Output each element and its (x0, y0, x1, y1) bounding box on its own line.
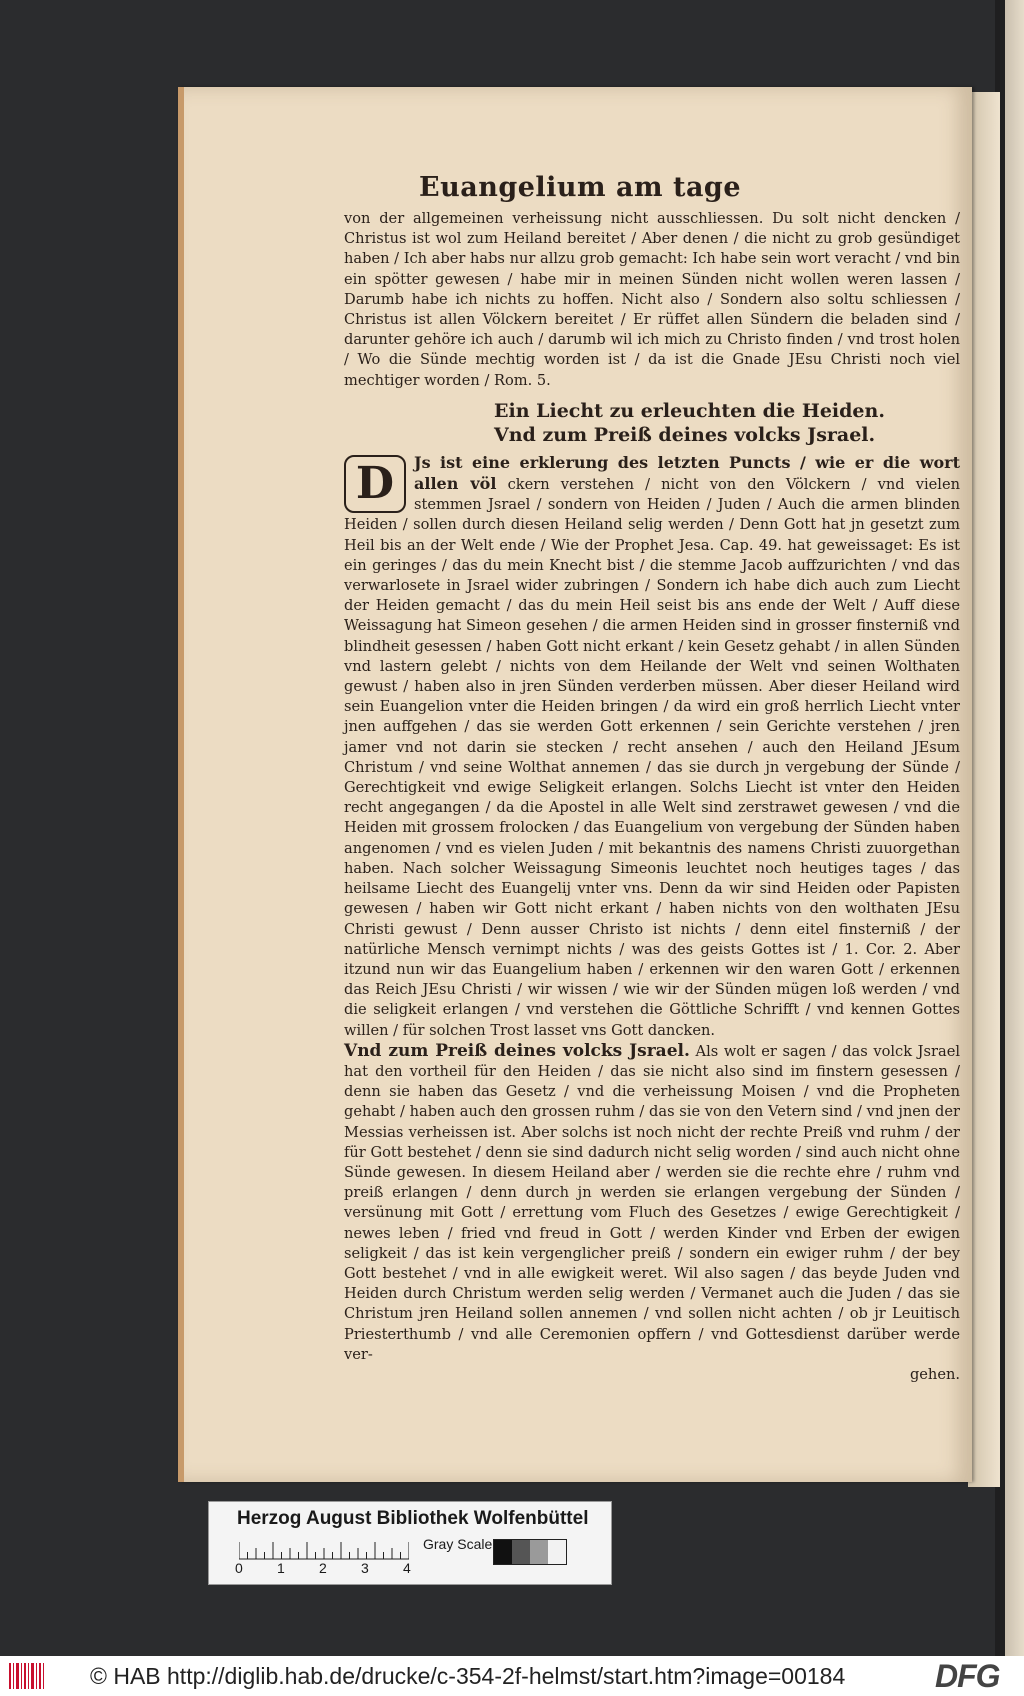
paragraph-3-heading: Vnd zum Preiß deines volcks Jsrael. (344, 1040, 690, 1061)
section-heading (494, 399, 960, 447)
section-heading-line-2: Vnd zum Preiß deines volcks Jsrael. (494, 423, 876, 446)
gray-patch (530, 1540, 548, 1564)
ruler-number: 2 (319, 1560, 327, 1576)
ruler-number: 0 (235, 1560, 243, 1576)
color-scale-card (208, 1501, 612, 1585)
ruler-number: 1 (277, 1560, 285, 1576)
paragraph-3 (344, 1041, 960, 1365)
gray-patch (494, 1540, 512, 1564)
footer-bar (0, 1656, 1024, 1696)
running-head: Euangelium am tage (419, 172, 741, 203)
facing-page-edge (968, 92, 1000, 1487)
dfg-logo: DFG (935, 1658, 1000, 1694)
page-text (344, 209, 960, 1385)
barcode-icon (8, 1661, 46, 1691)
library-name: Herzog August Bibliothek Wolfenbüttel (237, 1508, 589, 1529)
gray-scale-patches (493, 1539, 567, 1565)
ruler-numbers (235, 1560, 435, 1580)
gray-patch (512, 1540, 530, 1564)
gray-patch (548, 1540, 566, 1564)
ruler-number: 3 (361, 1560, 369, 1576)
drop-cap-initial: D (344, 455, 406, 513)
ruler-ticks (239, 1540, 409, 1560)
ruler-number: 4 (403, 1560, 411, 1576)
gray-scale-label: Gray Scale (423, 1536, 493, 1552)
paragraph-2-lead: Js ist eine erklerung des letzten Puncts / wie er die wort allen völ (414, 452, 960, 494)
section-heading-line-1: Ein Liecht zu erleuchten die Heiden. (494, 399, 885, 422)
catchword: gehen. (909, 1365, 960, 1383)
paragraph-2 (344, 453, 960, 1041)
paragraph-2-body: ckern verstehen / nicht von den Völckern / vnd vielen stemmen Jsrael / sondern von Heiden / Juden / Auch die armen blinden Heiden / sollen durch diesen Heiland selig werden / Denn Gott hat jn gesetzt zum Heil bis an der Welt ende / Wie der Prophet Jesa. Cap. 49. hat geweissaget: Es ist ein geringes / das du mein Knecht bist / die stemme Jacob auffzurichten / vnd das verwarlosete in Jsrael wider zubringen / Sondern ich habe dich auch zum Liecht der Heiden gemacht / das du mein Heil seist bis ans ende der Welt / Auff diese Weissagung hat Simeon gesehen / die armen Heiden sind in grosser finsterniß vnd blindheit gesessen / haben Gott nicht erkant / kein Gesetz gehabt / in allen Sünden vnd lastern gelebt / nichts von dem Heilande der Welt vnd seinen Wolthaten gewust / haben also in jren Sünden verderben müssen. Aber dieser Heiland wird sein Euangelion vnter die Heiden bringen / da wird ein groß herrlich Liecht vnter jnen auffgehen / das sie werden Gott erkennen / sein Gerichte verstehen / jren jamer vnd not darin sie stecken / recht ansehen / auch den Heiland JEsum Christum / vnd seine Wolthat annemen / das sie durch jn vergebung der Sünde / Gerechtigkeit vnd ewige Seligkeit erlangen. Solchs Liecht ist vnter den Heiden recht angegangen / da die Apostel in alle Welt sind zerstrawet gewesen / vnd die Heiden mit grossem frolocken / das Euangelium von vergebung der Sünden haben angenomen / vnd es vielen Juden / mit bekantnis des namens Christi zuuorgethan haben. Nach solcher Weissagung Simeonis leuchtet noch heutiges tages / das heilsame Liecht des Euangelij vnter vns. Denn da wir sind Heiden oder Papisten gewesen / haben wir Gott nicht erkant / haben nichts von den wolthaten JEsu Christi gewust / Denn ausser Christo ist nichts / denn eitel finsterniß / der natürliche Mensch vernimpt nichts / was des geists Gottes ist / 1. Cor. 2. Aber itzund nun wir das Euangelium haben / erkennen wir den waren Gott / erkennen das Reich JEsu Christi / wir wissen / wie wir der Sünden mügen loß werden / vnd die seligkeit erlangen / vnd verstehen die Göttliche Schrifft / vnd kennen Gottes willen / für solchen Trost lasset vns Gott dancken. (344, 476, 961, 1039)
paragraph-3-body: Als wolt er sagen / das volck Jsrael hat den vortheil für den Heiden / das sie nicht also sind im finstern gesessen / denn sie haben das Gesetz / vnd die verheissung Moisen / vnd die Propheten gehabt / haben auch den grossen ruhm / das sie von den Vetern sind / vnd jnen der Messias verheissen ist. Aber solchs ist noch nicht der rechte Preiß vnd ruhm / der für Gott bestehet / denn sie sind dadurch nicht selig worden / sind auch nicht ohne Sünde gewesen. In diesem Heiland aber / werden sie die rechte ehre / ruhm vnd preiß erlangen / denn durch jn werden sie erlangen vergebung der Sünden / versünung mit Gott / errettung vom Fluch des Gesetzes / ewige Gerechtigkeit / newes leben / fried vnd freud in Gott / werden Kinder vnd Erben der ewigen seligkeit / das ist kein vergenglicher preiß / sondern ein ewiger ruhm / der bey Gott bestehet / vnd in alle ewigkeit weret. Wil also sagen / das beyde Juden vnd Heiden durch Christum werden selig werden / Vermanet auch die Juden / das sie Christum jren Heiland sollen annemen / vnd sollen nicht achten / ob jr Leuitisch Priesterthumb / vnd alle Ceremonien opffern / vnd Gottesdienst darüber werde ver- (344, 1042, 960, 1363)
source-credit: © HAB http://diglib.hab.de/drucke/c-354-2f-helmst/start.htm?image=00184 (90, 1663, 846, 1689)
paragraph-1: von der allgemeinen verheissung nicht ausschliessen. Du solt nicht dencken / Christus ist wol zum Heiland bereitet / Aber denen / die nicht zu grob gesündiget haben / Ich aber habs nur allzu grob gemacht: Ich habe sein wort veracht / vnd bin ein spötter gewesen / habe mir in meinen Sünden nicht wollen weren lassen / Darumb habe ich nichts zu hoffen. Nicht also / Sondern also soltu schliessen / Christus ist allen Völckern bereitet / Er rüffet allen Sündern die beladen sind / darunter gehöre ich auch / darumb wil ich mich zu Christo finden / vnd trost holen / Wo die Sünde mechtig worden ist / da ist die Gnade JEsu Christi noch viel mechtiger worden / Rom. 5. (344, 210, 960, 389)
